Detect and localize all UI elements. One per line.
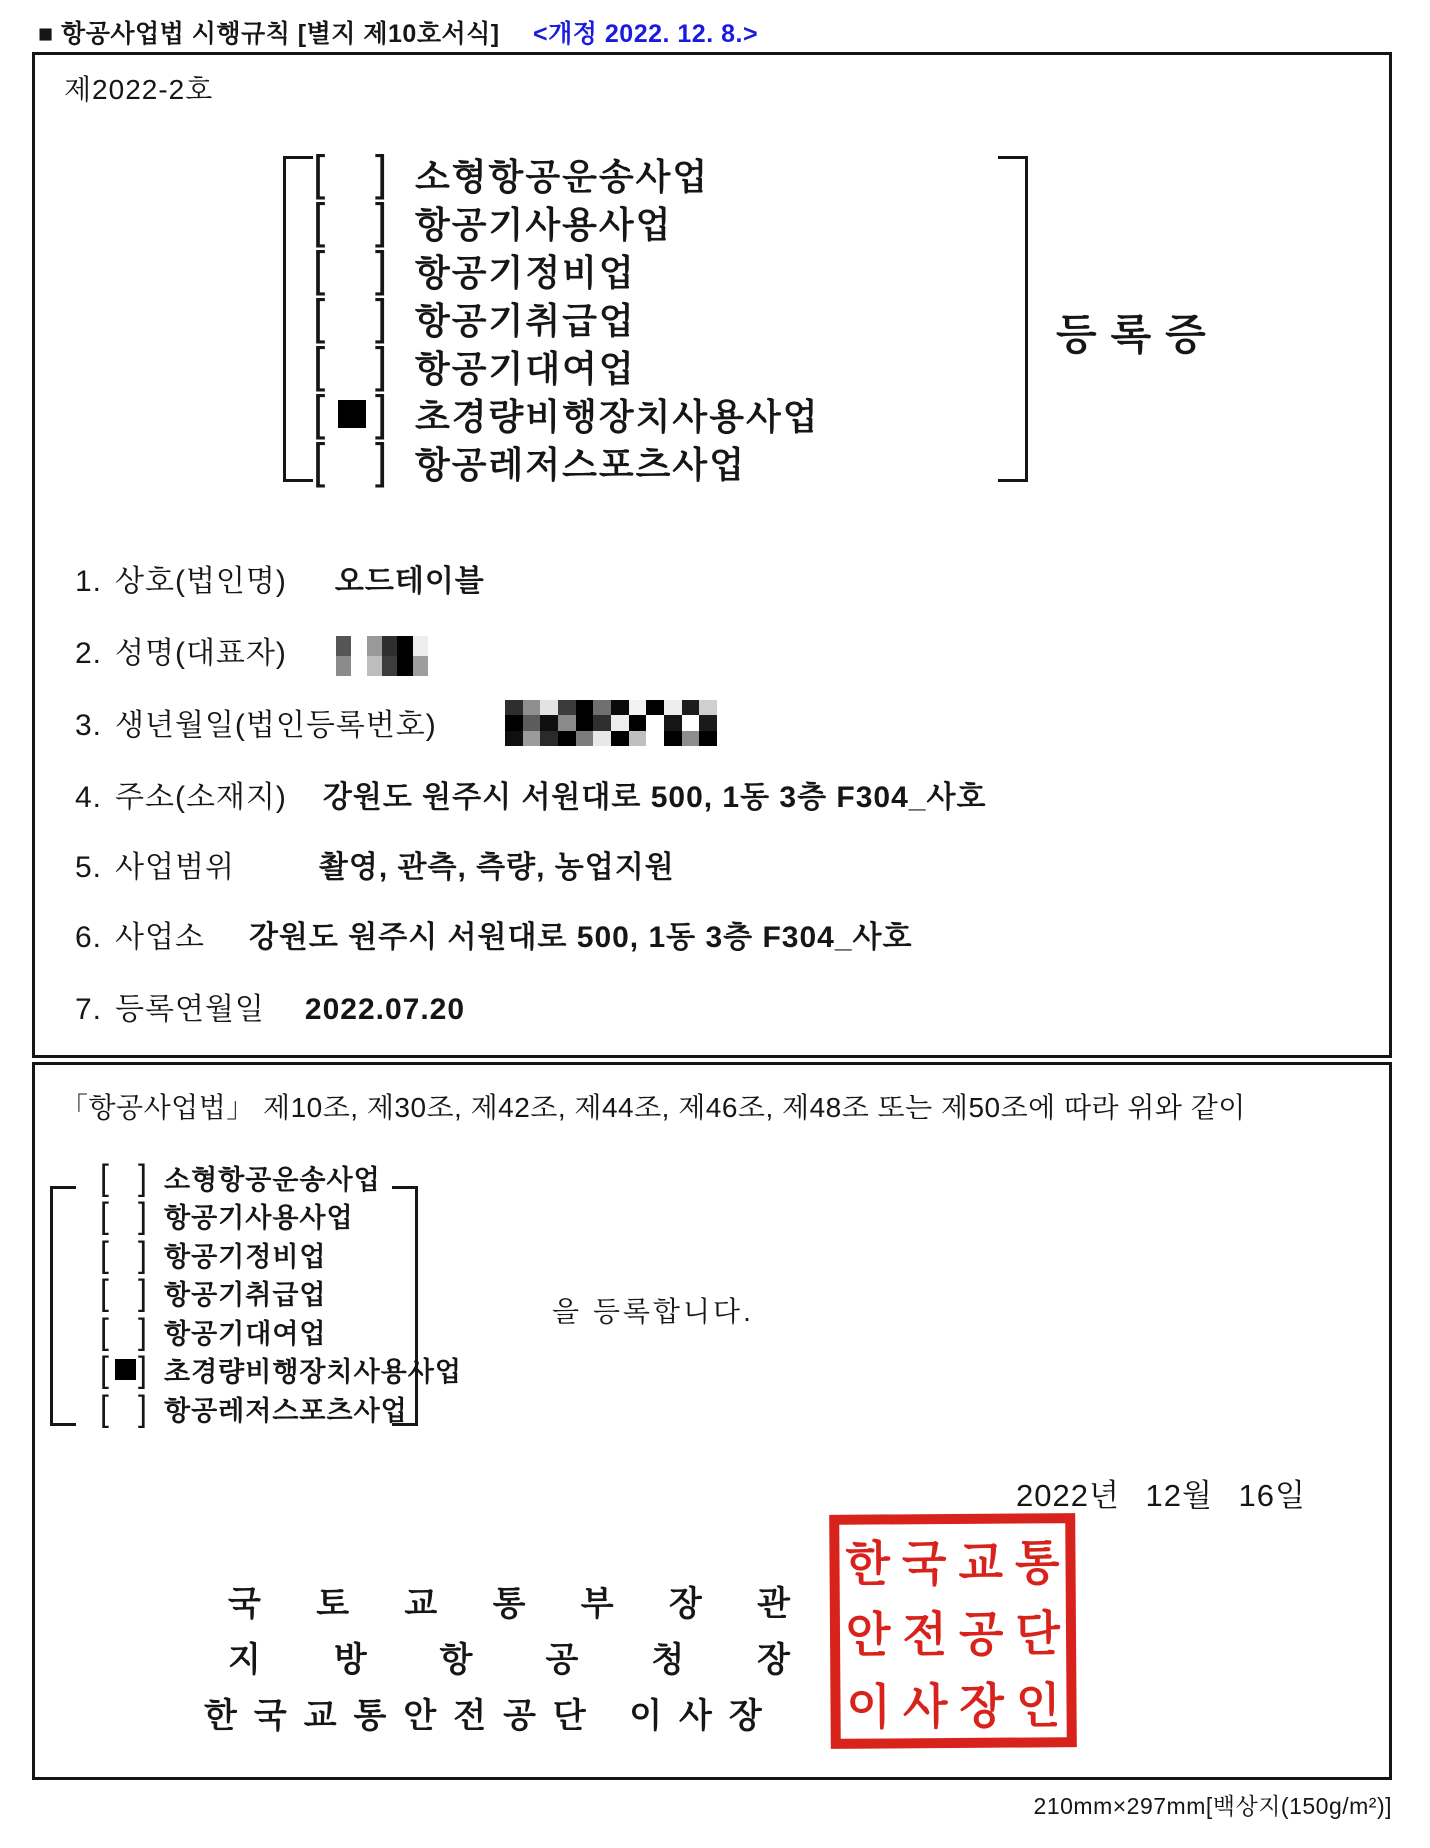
field-business-scope xyxy=(75,842,675,886)
business-type-row xyxy=(92,1197,462,1236)
business-type-row xyxy=(285,194,820,249)
field-number: 1. xyxy=(75,565,103,598)
checkbox-close-bracket: ] xyxy=(138,1233,147,1274)
business-type-label: 초경량비행장치사용사업 xyxy=(415,395,820,437)
field-company-name xyxy=(75,556,485,600)
field-label: 주소(소재지) xyxy=(115,781,287,814)
field-address xyxy=(75,772,986,816)
checkbox xyxy=(329,250,375,290)
checkbox-open-bracket: [ xyxy=(100,1349,109,1390)
checkbox-close-bracket: ] xyxy=(375,194,388,249)
checkbox-open-bracket: [ xyxy=(100,1310,109,1351)
signer-kotsa-chairman: 한국교통안전공단 이사장 xyxy=(204,1697,779,1735)
field-representative-name xyxy=(75,628,287,672)
statement-suffix: 을 등록합니다. xyxy=(552,1296,754,1327)
checkbox-open-bracket: [ xyxy=(313,338,326,393)
checkbox xyxy=(112,1203,138,1229)
right-bracket xyxy=(998,156,1028,482)
checkbox xyxy=(112,1164,138,1190)
checkbox-close-bracket: ] xyxy=(375,434,388,489)
paper-spec: 210mm×297mm[백상지(150g/m²)] xyxy=(1033,1793,1392,1819)
business-type-label: 항공기정비업 xyxy=(415,251,636,293)
revision-note: <개정 2022. 12. 8.> xyxy=(533,20,759,48)
field-value: 강원도 원주시 서원대로 500, 1동 3층 F304_사호 xyxy=(248,921,913,954)
checkbox xyxy=(112,1357,138,1383)
checkbox xyxy=(329,202,375,242)
business-type-row xyxy=(285,146,820,201)
business-type-row xyxy=(92,1389,462,1428)
checkbox xyxy=(329,298,375,338)
business-type-row xyxy=(285,242,820,297)
official-seal-stamp: 한 국 교 통 안 전 공 단 이 사 장 인 xyxy=(829,1513,1077,1749)
checkbox-close-bracket: ] xyxy=(375,146,388,201)
form-header xyxy=(38,14,758,50)
field-registration-date xyxy=(75,984,465,1028)
checkbox xyxy=(329,442,375,482)
left-bracket xyxy=(50,1186,76,1426)
business-type-label: 항공기정비업 xyxy=(164,1241,327,1272)
checkbox-close-bracket: ] xyxy=(375,338,388,393)
checkbox-close-bracket: ] xyxy=(138,1349,147,1390)
business-type-label: 항공레저스포츠사업 xyxy=(415,443,746,485)
checkbox-close-bracket: ] xyxy=(138,1272,147,1313)
checkbox-open-bracket: [ xyxy=(313,434,326,489)
business-type-label: 항공레저스포츠사업 xyxy=(164,1395,408,1426)
redacted-birthdate-regno xyxy=(505,700,717,746)
field-number: 3. xyxy=(75,709,103,742)
field-value: 촬영, 관측, 측량, 농업지원 xyxy=(318,851,675,884)
checkbox xyxy=(112,1395,138,1421)
checkbox-close-bracket: ] xyxy=(138,1195,147,1236)
checkbox-open-bracket: [ xyxy=(313,290,326,345)
checkbox-checked-mark xyxy=(338,400,366,428)
business-type-label: 항공기대여업 xyxy=(415,347,636,389)
business-type-row xyxy=(92,1158,462,1197)
field-number: 6. xyxy=(75,921,103,954)
checkbox-open-bracket: [ xyxy=(100,1387,109,1428)
checkbox-close-bracket: ] xyxy=(375,386,388,441)
checkbox-close-bracket: ] xyxy=(138,1387,147,1428)
checkbox-open-bracket: [ xyxy=(313,386,326,441)
checkbox xyxy=(329,346,375,386)
business-type-row xyxy=(285,434,820,489)
business-type-label: 항공기취급업 xyxy=(164,1280,327,1311)
field-value: 2022.07.20 xyxy=(304,993,466,1026)
field-number: 7. xyxy=(75,993,103,1026)
checkbox-open-bracket: [ xyxy=(313,194,326,249)
statement-intro: 「항공사업법」 제10조, 제30조, 제42조, 제44조, 제46조, 제48조 또는 제50조에 따라 위와 같이 xyxy=(60,1092,1246,1123)
field-label: 등록연월일 xyxy=(115,993,265,1026)
checkbox xyxy=(329,154,375,194)
signer-block xyxy=(204,1576,814,1744)
form-reference-text: ■ 항공사업법 시행규칙 [별지 제10호서식] xyxy=(38,20,500,48)
business-type-row xyxy=(92,1274,462,1313)
field-label: 성명(대표자) xyxy=(115,637,287,670)
field-business-office xyxy=(75,912,913,956)
business-type-row xyxy=(92,1351,462,1390)
business-type-row xyxy=(285,386,820,441)
checkbox-open-bracket: [ xyxy=(100,1272,109,1313)
field-label: 생년월일(법인등록번호) xyxy=(115,709,437,742)
checkbox-checked-mark xyxy=(115,1359,136,1380)
business-type-list xyxy=(285,146,820,489)
field-label: 사업소 xyxy=(115,921,205,954)
checkbox-close-bracket: ] xyxy=(375,242,388,297)
signer-molit-minister: 국 토 교 통 부 장 관 xyxy=(228,1585,790,1623)
business-type-row xyxy=(285,290,820,345)
signer-regional-aviation-chief: 지 방 항 공 청 장 xyxy=(228,1641,790,1679)
certificate-title: 등록증 xyxy=(1056,311,1220,358)
checkbox-open-bracket: [ xyxy=(313,242,326,297)
field-label: 상호(법인명) xyxy=(115,565,287,598)
checkbox-open-bracket: [ xyxy=(313,146,326,201)
issue-date: 2022년 12월 16일 xyxy=(1016,1478,1306,1513)
field-number: 2. xyxy=(75,637,103,670)
checkbox-close-bracket: ] xyxy=(138,1310,147,1351)
business-type-label: 소형항공운송사업 xyxy=(164,1164,381,1195)
business-type-label: 초경량비행장치사용사업 xyxy=(164,1357,462,1388)
checkbox xyxy=(329,394,375,434)
checkbox-open-bracket: [ xyxy=(100,1195,109,1236)
business-type-list xyxy=(92,1158,462,1428)
checkbox-close-bracket: ] xyxy=(138,1156,147,1197)
business-type-row xyxy=(92,1235,462,1274)
business-type-row xyxy=(285,338,820,393)
business-type-label: 항공기사용사업 xyxy=(164,1203,354,1234)
checkbox-open-bracket: [ xyxy=(100,1233,109,1274)
business-type-row xyxy=(92,1312,462,1351)
checkbox xyxy=(112,1241,138,1267)
document-number: 제2022-2호 xyxy=(64,74,214,105)
field-birthdate-regno xyxy=(75,700,437,744)
business-type-label: 소형항공운송사업 xyxy=(415,155,710,197)
field-label: 사업범위 xyxy=(115,851,235,884)
checkbox xyxy=(112,1318,138,1344)
field-value: 강원도 원주시 서원대로 500, 1동 3층 F304_사호 xyxy=(322,781,987,814)
checkbox xyxy=(112,1280,138,1306)
field-number: 4. xyxy=(75,781,103,814)
field-value: 오드테이블 xyxy=(334,565,485,598)
business-type-label: 항공기사용사업 xyxy=(415,203,673,245)
checkbox-close-bracket: ] xyxy=(375,290,388,345)
redacted-representative-name xyxy=(336,636,428,676)
checkbox-open-bracket: [ xyxy=(100,1156,109,1197)
field-number: 5. xyxy=(75,851,103,884)
business-type-label: 항공기취급업 xyxy=(415,299,636,341)
business-type-label: 항공기대여업 xyxy=(164,1318,327,1349)
